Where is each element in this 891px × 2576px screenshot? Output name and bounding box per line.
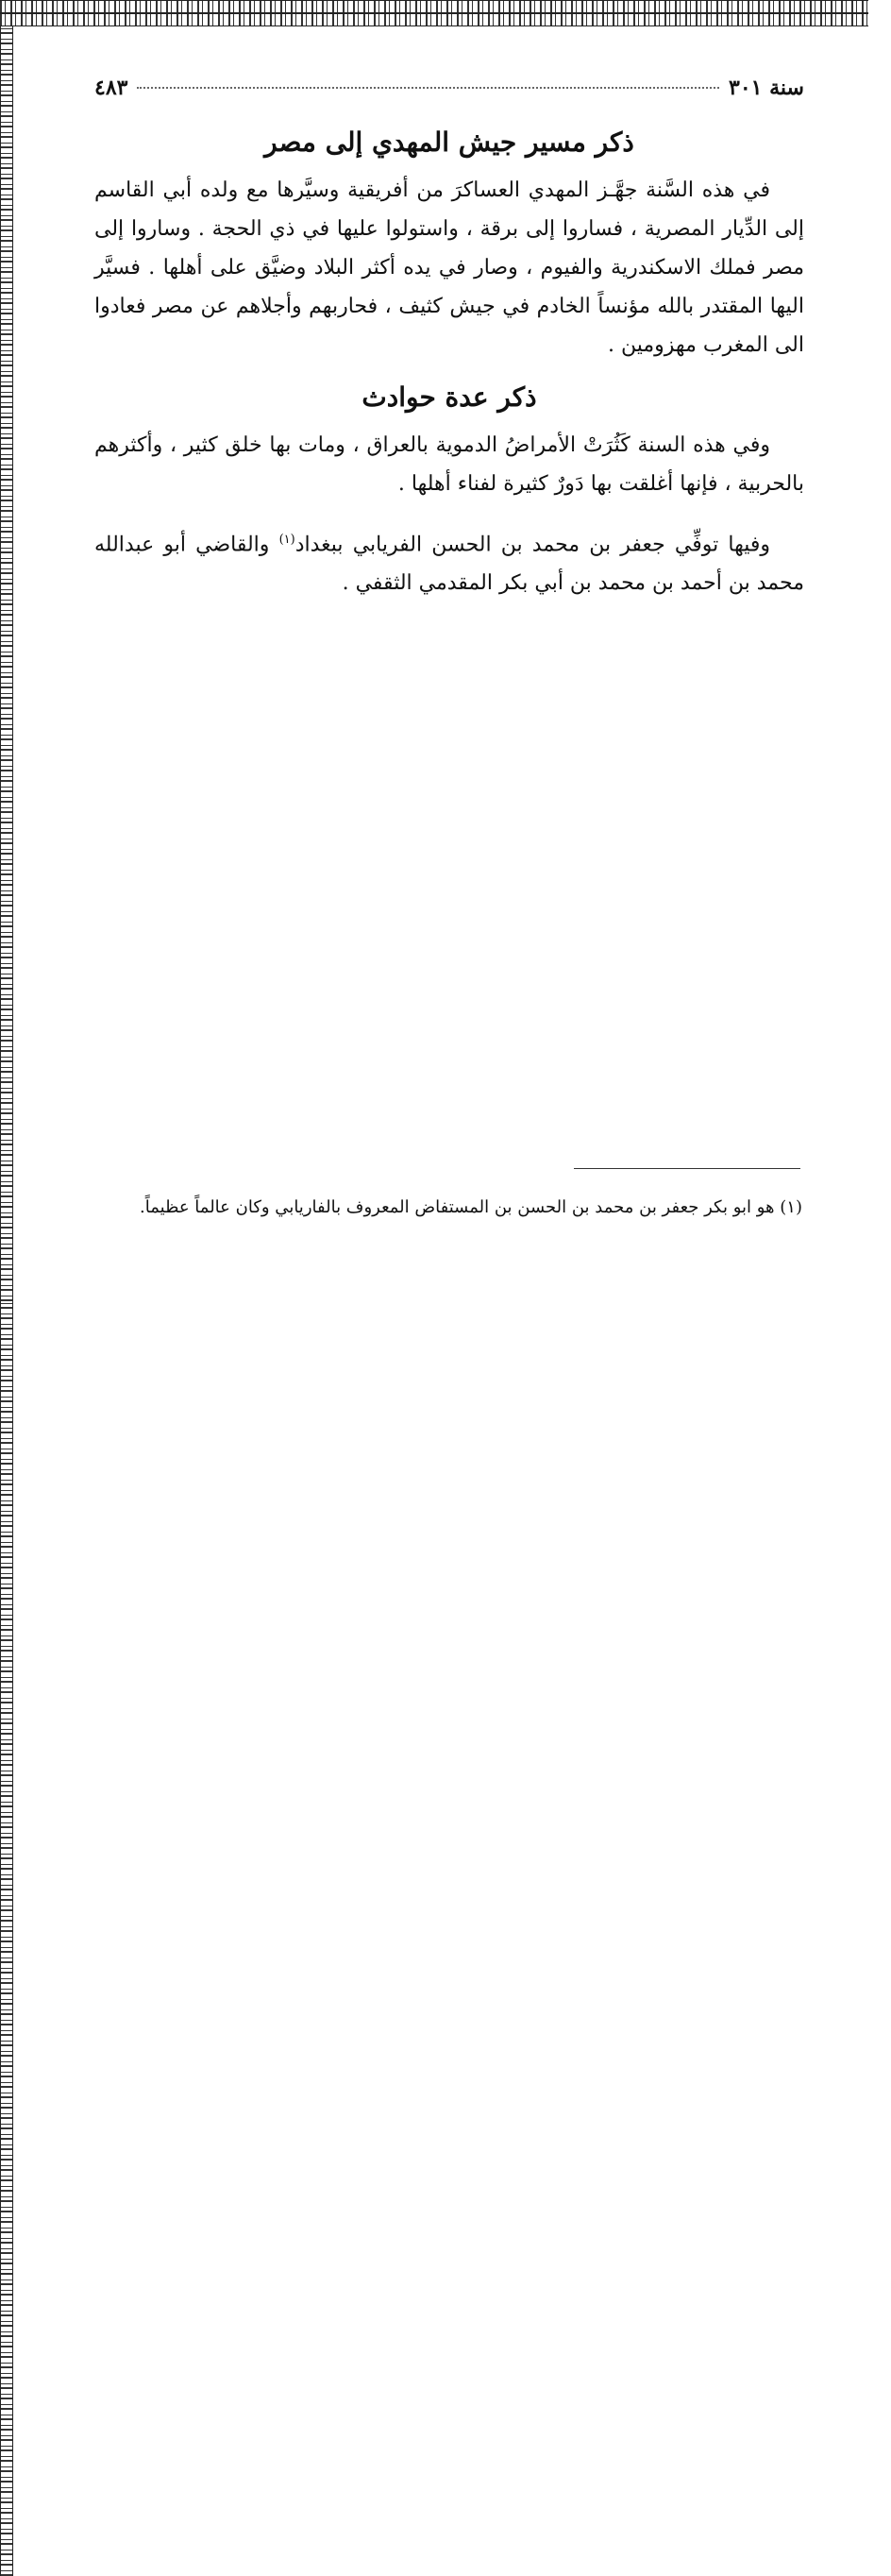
decorative-border-left	[0, 26, 13, 1301]
paragraph-deaths	[94, 520, 804, 602]
decorative-border-bottom	[0, 13, 868, 26]
paragraph-deaths-start: وفيها توفِّي جعفر بن محمد بن الحسن الفريابي ببغداد	[294, 533, 770, 557]
year-label: سنة ٣٠١	[729, 76, 804, 100]
decorative-border-right	[0, 1301, 13, 2576]
footnote-marker: (١)	[278, 533, 295, 547]
section-heading-mahdi-army: ذكر مسير جيش المهدي إلى مصر	[264, 127, 634, 158]
paragraph-mahdi-army: في هذه السَّنة جهَّـز المهدي العساكرَ من أفريقية وسيَّرها مع ولده أبي القاسم إلى الدِّيار المصرية ، فساروا إلى برقة ، واستولوا عليها في ذي الحجة . وساروا إلى مصر فملك الاسكندرية والفيوم ، وصار في يده أكثر البلاد وضيَّق على أهلها . فسيَّر اليها المقتدر بالله مؤنساً الخادم في جيش كثيف ، فحاربهم وأجلاهم عن مصر فعادوا الى المغرب مهزومين .	[94, 178, 804, 357]
page-number: ٤٨٣	[94, 76, 128, 100]
paragraph-diseases: وفي هذه السنة كَثُرَتْ الأمراضُ الدموية بالعراق ، ومات بها خلق كثير ، وأكثرهم بالحربية ، فإنها أغلقت بها دَورٌ كثيرة لفناء أهلها .	[94, 433, 804, 496]
running-header	[94, 76, 804, 110]
footnote-separator	[574, 1168, 800, 1169]
section-heading-events: ذكر عدة حوادث	[361, 381, 537, 413]
decorative-border-top	[0, 0, 868, 13]
header-dotted-leader	[137, 87, 719, 89]
paragraph-deaths-continuation: والقاضي أبو عبدالله محمد بن أحمد بن محمد بن أبي بكر المقدمي الثقفي .	[94, 533, 804, 596]
page-body	[94, 76, 804, 619]
footnote: (١) هو ابو بكر جعفر بن محمد بن الحسن بن المستفاض المعروف بالفاريابي وكان عالماً عظيماً.	[140, 1197, 802, 1217]
